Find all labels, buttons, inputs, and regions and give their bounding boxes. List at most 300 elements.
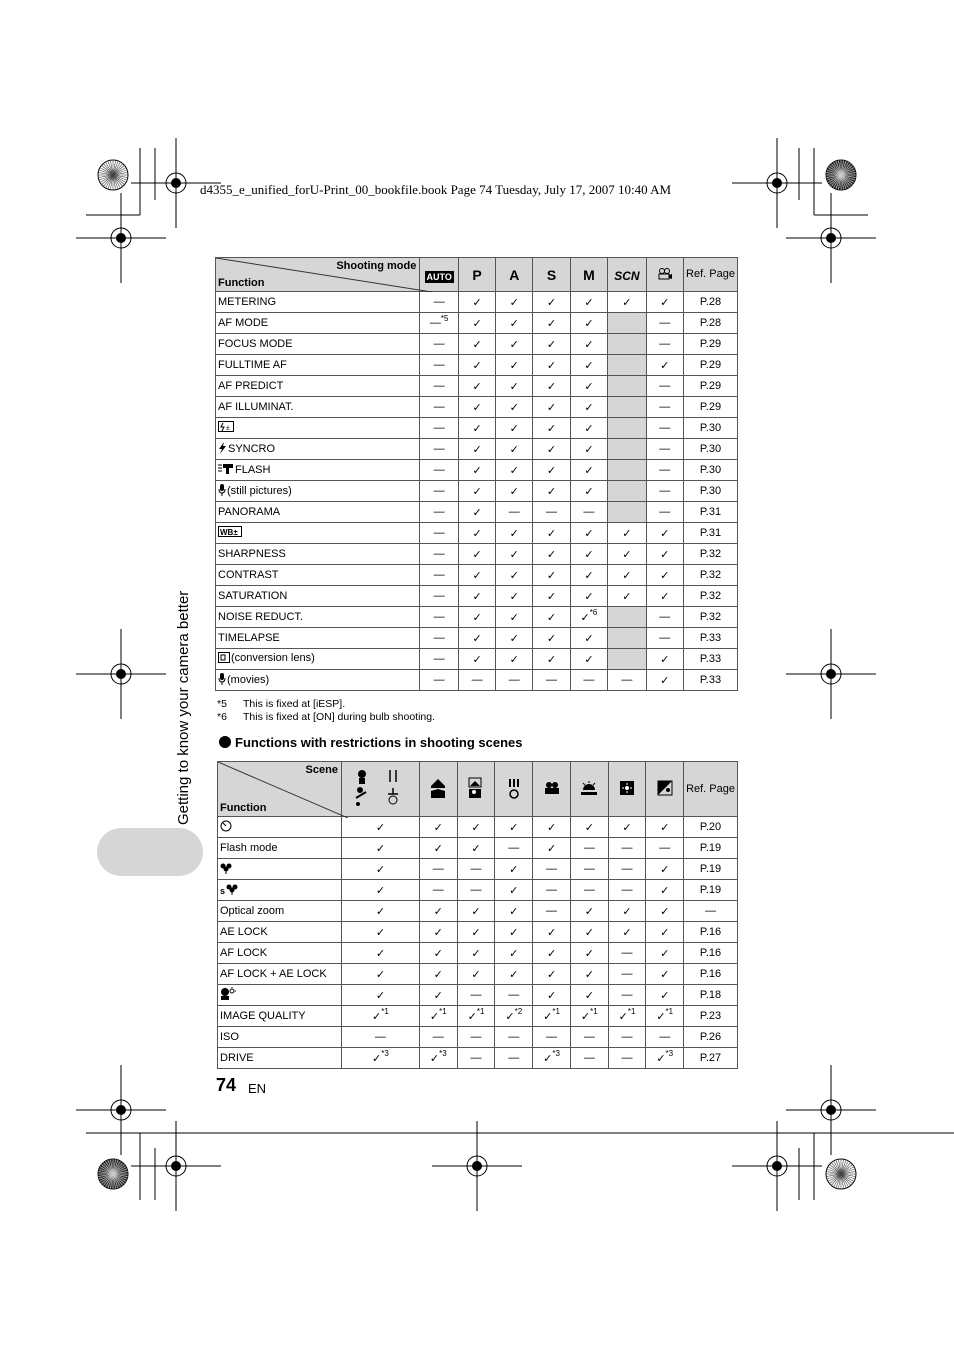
cell-value: ✓ — [372, 1052, 382, 1065]
table-cell: — — [646, 607, 683, 628]
table-cell: — — [420, 397, 459, 418]
table-cell: — — [457, 880, 495, 901]
footnote-ref: *1 — [439, 1006, 447, 1016]
table-cell: ✓ — [608, 565, 646, 586]
table-cell — [608, 460, 646, 481]
table-cell: ✓ — [533, 292, 570, 313]
movie-mode-icon — [658, 268, 672, 280]
table-cell — [608, 313, 646, 334]
table-cell: — — [608, 1027, 646, 1048]
footnote-ref: *6 — [589, 607, 598, 617]
table-cell: — — [495, 1048, 533, 1069]
footnotes — [217, 698, 435, 724]
function-name-cell — [216, 649, 420, 670]
table-cell: ✓ — [570, 586, 608, 607]
ref-page-cell: P.20 — [684, 817, 738, 838]
microphone-icon — [218, 673, 226, 688]
table-cell: — — [570, 859, 608, 880]
fireworks-icon — [619, 780, 635, 796]
table-cell: ✓ — [496, 334, 533, 355]
table-cell: — — [341, 1027, 419, 1048]
col-candle — [495, 762, 533, 817]
section-title: Functions with restrictions in shooting scenes — [219, 735, 522, 750]
side-tab — [97, 828, 203, 876]
table-cell: ✓ — [646, 964, 684, 985]
sunset-icon — [580, 780, 598, 796]
function-name: AE LOCK — [220, 926, 268, 938]
scene-label: Scene — [305, 764, 338, 776]
function-name: AF MODE — [218, 317, 269, 329]
table-cell: ✓ — [646, 544, 683, 565]
cell-value: — — [429, 317, 441, 329]
table-cell: ✓ — [457, 922, 495, 943]
table-cell — [341, 1006, 419, 1027]
table-cell: — — [495, 1027, 533, 1048]
table-cell: ✓ — [495, 922, 533, 943]
table-cell: ✓ — [533, 586, 570, 607]
ref-page-cell: P.29 — [684, 397, 738, 418]
table-cell: ✓ — [458, 334, 495, 355]
function-name-cell — [218, 859, 342, 880]
function-name-cell — [216, 607, 420, 628]
table-cell: ✓ — [457, 838, 495, 859]
col-p: P — [458, 258, 495, 292]
table-cell — [608, 628, 646, 649]
col-m: M — [570, 258, 608, 292]
function-name: AF ILLUMINAT. — [218, 401, 294, 413]
table-cell: ✓ — [496, 418, 533, 439]
function-name-cell — [216, 355, 420, 376]
cell-value: ✓ — [580, 611, 590, 624]
table-cell: ✓ — [646, 292, 683, 313]
table-cell: ✓ — [458, 481, 495, 502]
ref-page-cell: P.31 — [684, 523, 738, 544]
table-cell: ✓ — [419, 838, 457, 859]
function-name-cell — [218, 880, 342, 901]
table-cell — [608, 649, 646, 670]
ref-page-cell: P.16 — [684, 964, 738, 985]
table-row — [216, 628, 738, 649]
table-cell: — — [420, 502, 459, 523]
table-cell: ✓ — [570, 817, 608, 838]
scene-restrictions-table — [217, 761, 738, 1069]
table-row — [216, 313, 738, 334]
macro-icon — [220, 862, 232, 877]
face-detect-icon — [220, 987, 236, 1003]
function-name-cell — [216, 523, 420, 544]
table-cell: — — [420, 439, 459, 460]
table-cell: — — [533, 670, 570, 691]
table-cell: ✓ — [533, 838, 571, 859]
table-cell: ✓ — [533, 376, 570, 397]
table-cell: — — [608, 880, 646, 901]
table-cell — [533, 1006, 571, 1027]
table-cell — [608, 1006, 646, 1027]
table-cell — [608, 355, 646, 376]
col-movie — [646, 258, 683, 292]
ref-page-cell: P.27 — [684, 1048, 738, 1069]
table-row — [216, 439, 738, 460]
table-cell: ✓ — [495, 817, 533, 838]
ref-page-header: Ref. Page — [684, 762, 738, 817]
table-cell: ✓ — [533, 355, 570, 376]
table-row — [216, 586, 738, 607]
table-cell — [608, 376, 646, 397]
function-name: SATURATION — [218, 590, 288, 602]
cell-value: ✓ — [656, 1010, 666, 1023]
col-a: A — [496, 258, 533, 292]
table-cell: ✓ — [495, 901, 533, 922]
function-name: Optical zoom — [220, 905, 285, 917]
ref-page-cell: P.16 — [684, 922, 738, 943]
beach-snow-icon — [657, 780, 673, 796]
function-name: (still pictures) — [227, 484, 292, 497]
footnote-ref: *1 — [476, 1006, 485, 1016]
table-cell: ✓ — [458, 418, 495, 439]
table-cell: — — [419, 880, 457, 901]
table-cell: ✓ — [646, 859, 684, 880]
table-cell: — — [646, 838, 684, 859]
table-cell: ✓ — [496, 649, 533, 670]
table-cell: ✓ — [458, 292, 495, 313]
footnote-ref: *3 — [665, 1048, 674, 1058]
table-row — [216, 292, 738, 313]
table-cell: — — [570, 670, 608, 691]
ref-page-cell: P.29 — [684, 334, 738, 355]
table-cell — [533, 1048, 571, 1069]
table-cell: — — [570, 838, 608, 859]
table-cell: — — [420, 649, 459, 670]
table-cell: — — [420, 460, 459, 481]
footnote-ref: *3 — [439, 1048, 447, 1058]
table-cell: ✓ — [341, 985, 419, 1006]
function-name-cell — [218, 985, 342, 1006]
table-cell: — — [608, 859, 646, 880]
table-cell: ✓ — [646, 565, 683, 586]
table-cell: — — [533, 859, 571, 880]
table-cell: ✓ — [570, 544, 608, 565]
col-beach-snow — [646, 762, 684, 817]
function-name: IMAGE QUALITY — [220, 1010, 306, 1022]
table-cell: ✓ — [570, 985, 608, 1006]
function-name-cell — [218, 1006, 342, 1027]
ref-page-cell: P.19 — [684, 838, 738, 859]
function-name-cell — [218, 922, 342, 943]
table-row — [218, 964, 738, 985]
table-row — [216, 523, 738, 544]
table-cell: ✓ — [570, 376, 608, 397]
table-row — [216, 460, 738, 481]
table-cell: ✓ — [646, 355, 683, 376]
table-cell: ✓ — [608, 292, 646, 313]
svg-text:s: s — [220, 885, 226, 895]
table-cell: ✓ — [646, 817, 684, 838]
table-cell — [419, 1006, 457, 1027]
table-cell: — — [420, 355, 459, 376]
table-cell: — — [420, 376, 459, 397]
function-name: SYNCRO — [228, 442, 276, 455]
footnote-ref: *3 — [381, 1048, 389, 1058]
table-cell — [608, 439, 646, 460]
table-cell: ✓ — [458, 628, 495, 649]
table-cell: ✓ — [533, 418, 570, 439]
function-name: FOCUS MODE — [218, 338, 293, 350]
function-name: SHARPNESS — [218, 548, 286, 560]
table-cell: — — [457, 1048, 495, 1069]
function-name: AF LOCK — [220, 947, 268, 959]
function-name: TIMELAPSE — [218, 632, 280, 644]
bullet-icon — [219, 736, 231, 748]
function-name: AF LOCK + AE LOCK — [220, 968, 327, 980]
ref-page-cell: P.23 — [684, 1006, 738, 1027]
col-sunset — [570, 762, 608, 817]
cell-value: ✓ — [372, 1010, 382, 1023]
table-cell: ✓ — [608, 544, 646, 565]
table-cell: ✓ — [495, 943, 533, 964]
function-name: FLASH — [235, 463, 271, 476]
table-cell: ✓ — [646, 943, 684, 964]
table-cell: ✓ — [419, 901, 457, 922]
ref-page-cell: P.18 — [684, 985, 738, 1006]
table-cell: — — [420, 670, 459, 691]
ref-page-cell: P.16 — [684, 943, 738, 964]
table-cell: ✓ — [533, 544, 570, 565]
ref-page-cell: P.19 — [684, 859, 738, 880]
function-name-cell — [218, 817, 342, 838]
table-cell: ✓ — [458, 544, 495, 565]
table-cell: ✓ — [495, 964, 533, 985]
ref-page-cell: P.30 — [684, 460, 738, 481]
footnote-ref: *1 — [381, 1006, 389, 1016]
cell-value: ✓ — [618, 1010, 628, 1023]
table-cell — [570, 607, 608, 628]
table-cell: ✓ — [533, 964, 571, 985]
ref-page-cell: P.30 — [684, 481, 738, 502]
table-cell — [457, 1006, 495, 1027]
table-cell: ✓ — [533, 397, 570, 418]
table-cell: — — [420, 418, 459, 439]
table-cell: ✓ — [341, 838, 419, 859]
table-cell: ✓ — [419, 943, 457, 964]
function-name: (conversion lens) — [231, 652, 315, 664]
table-cell: ✓ — [570, 292, 608, 313]
table-cell: — — [646, 397, 683, 418]
function-name: (movies) — [227, 673, 270, 686]
footnote-ref: *1 — [627, 1006, 636, 1016]
table-cell: — — [420, 607, 459, 628]
table-row — [216, 544, 738, 565]
function-name-cell — [216, 586, 420, 607]
table-cell: ✓ — [570, 901, 608, 922]
table1-corner-header — [216, 258, 420, 292]
cell-value: ✓ — [505, 1010, 515, 1023]
table-cell: ✓ — [570, 418, 608, 439]
table-cell: ✓ — [570, 481, 608, 502]
table-row — [216, 397, 738, 418]
table-row — [216, 334, 738, 355]
table-cell: ✓ — [496, 481, 533, 502]
col-documents — [533, 762, 571, 817]
table-cell: ✓ — [495, 880, 533, 901]
table-cell: ✓ — [646, 985, 684, 1006]
table-cell: — — [419, 859, 457, 880]
candle-self-portrait-icon — [505, 776, 523, 800]
cell-value: ✓ — [543, 1052, 553, 1065]
table-cell: ✓ — [570, 943, 608, 964]
table-cell: — — [608, 1048, 646, 1069]
table-cell: — — [420, 481, 459, 502]
table-cell: ✓ — [341, 901, 419, 922]
ref-page-cell: P.30 — [684, 418, 738, 439]
function-name: CONTRAST — [218, 569, 279, 581]
table-cell: ✓ — [533, 607, 570, 628]
table-cell: — — [646, 418, 683, 439]
table-cell: — — [420, 523, 459, 544]
microphone-icon — [218, 484, 226, 499]
table-cell: ✓ — [570, 334, 608, 355]
ref-page-cell: P.32 — [684, 607, 738, 628]
table-cell: — — [646, 460, 683, 481]
ref-page-cell: P.29 — [684, 376, 738, 397]
table-cell: ✓ — [646, 523, 683, 544]
table-cell: ✓ — [570, 523, 608, 544]
table-cell: ✓ — [608, 922, 646, 943]
table-row — [218, 922, 738, 943]
cell-value: ✓ — [429, 1052, 440, 1065]
svg-text:±: ± — [226, 425, 230, 432]
ref-page-cell: P.26 — [684, 1027, 738, 1048]
ref-page-cell: P.28 — [684, 313, 738, 334]
table-cell — [608, 607, 646, 628]
function-name-cell — [218, 838, 342, 859]
table-cell: ✓ — [458, 355, 495, 376]
file-header-line: d4355_e_unified_forU-Print_00_bookfile.book Page 74 Tuesday, July 17, 2007 10:40 AM — [200, 182, 672, 197]
table-cell: — — [457, 985, 495, 1006]
super-macro-icon — [220, 883, 238, 898]
table-cell: — — [457, 1027, 495, 1048]
table-row — [216, 376, 738, 397]
table-cell: ✓ — [419, 964, 457, 985]
table-cell: ✓ — [533, 628, 570, 649]
table-cell: ✓ — [570, 460, 608, 481]
table-cell: — — [570, 1048, 608, 1069]
table-row — [216, 355, 738, 376]
ref-page-header: Ref. Page — [684, 258, 738, 292]
function-name-cell — [216, 376, 420, 397]
table-cell: — — [420, 544, 459, 565]
table-cell: ✓ — [458, 460, 495, 481]
function-name-cell — [216, 565, 420, 586]
table-cell — [608, 481, 646, 502]
shooting-mode-label: Shooting mode — [336, 260, 417, 272]
table-row — [218, 985, 738, 1006]
table-row — [218, 1006, 738, 1027]
table-cell: ✓ — [533, 523, 570, 544]
table-cell: — — [646, 1027, 684, 1048]
table-cell: ✓ — [458, 607, 495, 628]
table-cell: ✓ — [646, 586, 683, 607]
table-cell: ✓ — [458, 586, 495, 607]
table-cell — [646, 1006, 684, 1027]
flash-compensation-icon — [218, 421, 234, 435]
table-row — [218, 838, 738, 859]
function-name-cell — [216, 481, 420, 502]
table-cell: ✓ — [570, 439, 608, 460]
table-cell: — — [457, 859, 495, 880]
table-cell: — — [646, 439, 683, 460]
col-landscape — [457, 762, 495, 817]
ref-page-cell: P.33 — [684, 628, 738, 649]
landscape-portrait-icon — [467, 776, 485, 800]
function-name-cell — [218, 943, 342, 964]
table-cell: — — [533, 880, 571, 901]
table-cell: — — [458, 670, 495, 691]
col-scene-group — [341, 762, 419, 817]
table-row — [216, 502, 738, 523]
table-cell: — — [646, 313, 683, 334]
table-cell — [570, 1006, 608, 1027]
table-cell — [608, 418, 646, 439]
table-cell: ✓ — [533, 922, 571, 943]
footnote: *5 This is fixed at [iESP]. — [217, 698, 346, 710]
table-row — [216, 418, 738, 439]
table-cell: — — [570, 880, 608, 901]
table-cell: ✓ — [458, 439, 495, 460]
table-row — [218, 901, 738, 922]
table-cell: ✓ — [419, 817, 457, 838]
table-cell: ✓ — [341, 964, 419, 985]
table-cell: ✓ — [570, 628, 608, 649]
white-balance-compensation-icon — [218, 526, 242, 540]
table-cell: ✓ — [496, 460, 533, 481]
page-number: 74 — [216, 1075, 237, 1095]
table-cell: — — [570, 1027, 608, 1048]
table-row — [218, 880, 738, 901]
table-cell: — — [496, 502, 533, 523]
table-cell: ✓ — [496, 313, 533, 334]
table-cell — [420, 313, 459, 334]
side-chapter-label: Getting to know your camera better — [175, 590, 192, 825]
table-cell: ✓ — [458, 397, 495, 418]
table-cell — [608, 334, 646, 355]
table-cell: — — [646, 334, 683, 355]
table-cell: — — [533, 901, 571, 922]
function-name: DRIVE — [220, 1052, 254, 1064]
table-cell: ✓ — [533, 334, 570, 355]
table-cell: — — [570, 502, 608, 523]
table-cell: ✓ — [533, 313, 570, 334]
table-row — [216, 670, 738, 691]
ref-page-cell: P.32 — [684, 586, 738, 607]
table-cell: ✓ — [458, 376, 495, 397]
cell-value: ✓ — [656, 1052, 666, 1065]
ref-page-cell: P.32 — [684, 544, 738, 565]
table-cell: — — [608, 670, 646, 691]
function-name-cell — [218, 901, 342, 922]
function-name: PANORAMA — [218, 506, 281, 518]
table-cell: ✓ — [570, 397, 608, 418]
table-row — [216, 649, 738, 670]
footnote-ref: *1 — [665, 1006, 674, 1016]
cell-value: ✓ — [543, 1010, 553, 1023]
table-cell: ✓ — [496, 376, 533, 397]
ref-page-cell: P.31 — [684, 502, 738, 523]
table-cell: ✓ — [457, 817, 495, 838]
table-cell: ✓ — [419, 922, 457, 943]
footnote-ref: *2 — [514, 1006, 523, 1016]
function-name-cell — [216, 418, 420, 439]
table-cell: ✓ — [457, 964, 495, 985]
